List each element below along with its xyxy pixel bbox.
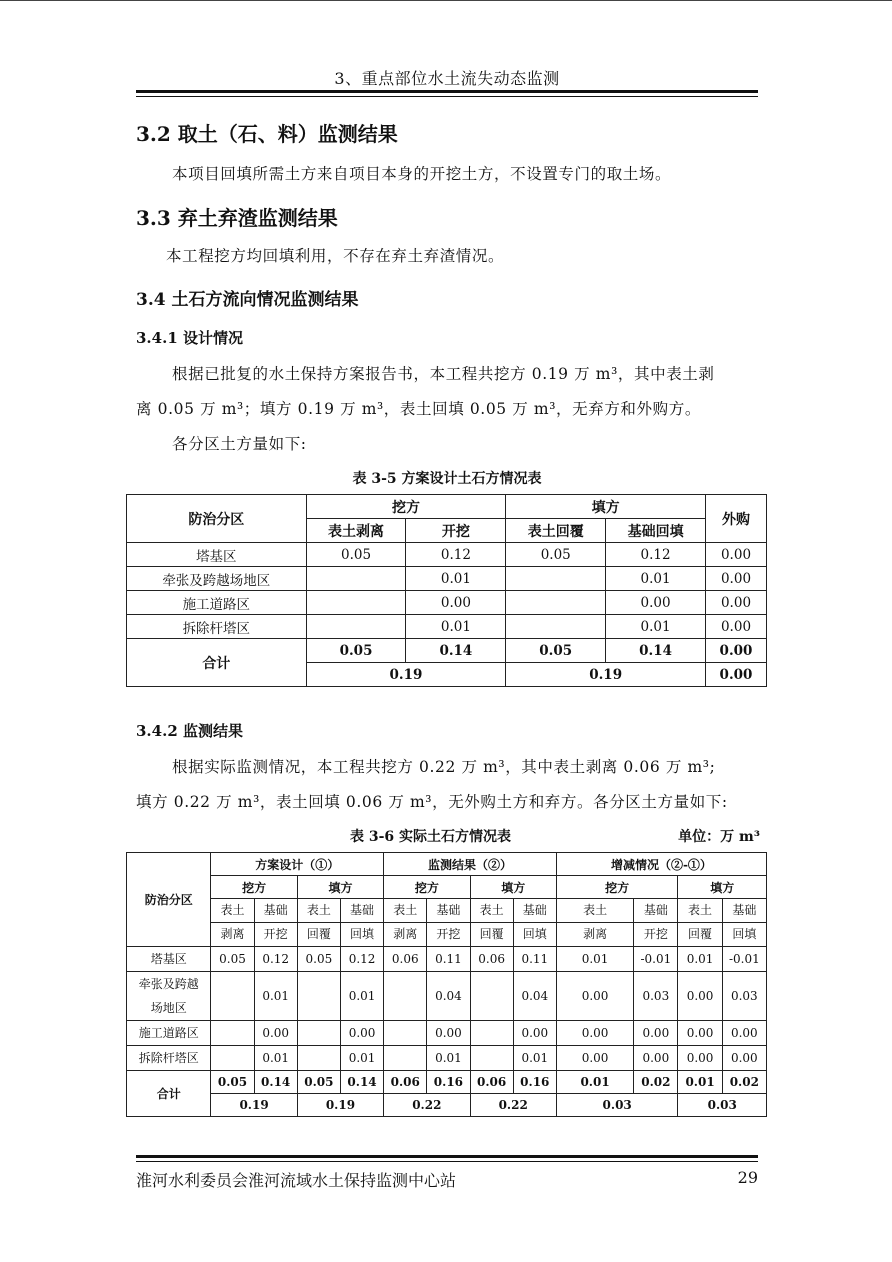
t1-header-excavate: 开挖: [406, 519, 506, 543]
section-3-4-1-line1: 根据已批复的水土保持方案报告书，本工程共挖方 0.19 万 m³，其中表土剥: [172, 365, 715, 383]
t2-cell: 0.01: [340, 972, 383, 1021]
t2-subheader-top: 基础: [722, 899, 766, 923]
t2-total-cell: 0.16: [427, 1071, 470, 1094]
t2-cell: [470, 972, 513, 1021]
t2-cell: [297, 972, 340, 1021]
table-row: [127, 1021, 767, 1046]
t2-subtotal-cell: 0.03: [556, 1094, 678, 1117]
t2-header-zone: 防治分区: [127, 853, 211, 947]
t1-cell: 0.12: [606, 543, 706, 567]
t2-total-cell: 0.02: [634, 1071, 678, 1094]
t2-cell: 0.01: [427, 1046, 470, 1071]
t2-total-cell: 0.06: [384, 1071, 427, 1094]
t2-cell: 0.12: [254, 947, 297, 972]
t2-cell: 0.05: [297, 947, 340, 972]
t2-subheader-bottom: 回填: [340, 923, 383, 947]
t2-cell: 0.00: [634, 1021, 678, 1046]
t2-header-fill: 填方: [470, 876, 556, 899]
t1-cell: 0.01: [406, 615, 506, 639]
table-row: [127, 543, 767, 567]
t2-cell: 0.00: [722, 1021, 766, 1046]
t2-subheader-top: 表土: [470, 899, 513, 923]
t2-subheader-bottom: 回填: [513, 923, 556, 947]
t1-total-cell: 0.05: [506, 639, 606, 663]
t2-subheader-top: 表土: [678, 899, 722, 923]
t2-subtotal-cell: 0.19: [211, 1094, 297, 1117]
t2-cell: 0.00: [556, 1021, 633, 1046]
t1-zone: 施工道路区: [127, 591, 307, 615]
t1-zone: 拆除杆塔区: [127, 615, 307, 639]
t2-cell: 0.00: [556, 972, 633, 1021]
page-number: 29: [737, 1168, 758, 1187]
footer-organization: 淮河水利委员会淮河流域水土保持监测中心站: [136, 1171, 457, 1190]
t1-cell: 0.00: [706, 567, 767, 591]
t1-header-dig: 挖方: [306, 495, 506, 519]
t2-subheader-bottom: 回覆: [678, 923, 722, 947]
t2-cell: 0.00: [678, 1021, 722, 1046]
section-3-4-heading: 3.4 土石方流向情况监测结果: [136, 290, 359, 310]
t1-cell: [506, 567, 606, 591]
t2-cell: 0.01: [254, 972, 297, 1021]
t2-cell: 0.06: [470, 947, 513, 972]
t2-cell: [297, 1021, 340, 1046]
running-header: 3、重点部位水土流失动态监测: [334, 69, 560, 88]
t2-total-cell: 0.05: [211, 1071, 254, 1094]
table-row-total: [127, 639, 767, 663]
t2-subheader-bottom: 回填: [722, 923, 766, 947]
table-3-5: [126, 494, 767, 687]
section-3-4-2-line1: 根据实际监测情况，本工程共挖方 0.22 万 m³，其中表土剥离 0.06 万 m³;: [172, 758, 716, 776]
table-row: [127, 972, 767, 1021]
t2-cell: -0.01: [722, 947, 766, 972]
t2-total-cell: 0.14: [340, 1071, 383, 1094]
t1-header-buy: 外购: [706, 495, 767, 543]
t1-cell: 0.01: [606, 615, 706, 639]
t2-cell: 0.00: [634, 1046, 678, 1071]
t2-subtotal-cell: 0.22: [470, 1094, 556, 1117]
t2-subheader-bottom: 开挖: [634, 923, 678, 947]
t2-cell: [470, 1021, 513, 1046]
t2-cell: 0.11: [513, 947, 556, 972]
t1-cell: 0.01: [406, 567, 506, 591]
t2-subheader-top: 基础: [634, 899, 678, 923]
t2-zone-line1: 拆除杆塔区: [138, 1051, 199, 1065]
t1-cell: 0.05: [506, 543, 606, 567]
table-row: [127, 947, 767, 972]
t2-subheader-bottom: 剥离: [384, 923, 427, 947]
t2-header-dig: 挖方: [384, 876, 470, 899]
t2-cell: 0.00: [556, 1046, 633, 1071]
t2-zone: [127, 972, 211, 1021]
t1-subtotal-buy: 0.00: [706, 663, 767, 687]
t2-cell: 0.00: [340, 1021, 383, 1046]
t2-cell: [297, 1046, 340, 1071]
table-row: [127, 1046, 767, 1071]
t2-cell: 0.11: [427, 947, 470, 972]
t2-total-cell: 0.06: [470, 1071, 513, 1094]
table-row: [127, 591, 767, 615]
t2-cell: 0.00: [254, 1021, 297, 1046]
t1-cell: [306, 591, 406, 615]
t2-subheader-bottom: 回覆: [470, 923, 513, 947]
t1-total-cell: 0.14: [606, 639, 706, 663]
t2-total-cell: 0.14: [254, 1071, 297, 1094]
table-3-5-caption: 表 3-5 方案设计土石方情况表: [352, 471, 542, 487]
t2-header-monitor: 监测结果（②）: [384, 853, 557, 876]
section-3-2-heading: 3.2 取土（石、料）监测结果: [136, 122, 398, 146]
t1-cell: [506, 615, 606, 639]
t2-cell: 0.00: [722, 1046, 766, 1071]
section-3-4-1-line3: 各分区土方量如下:: [172, 435, 307, 453]
t2-subtotal-cell: 0.19: [297, 1094, 383, 1117]
t2-zone: [127, 1046, 211, 1071]
t1-header-fill: 填方: [506, 495, 706, 519]
t1-header-base-fill: 基础回填: [606, 519, 706, 543]
table-3-6: [126, 852, 767, 1117]
t2-cell: 0.00: [513, 1021, 556, 1046]
t2-cell: [470, 1046, 513, 1071]
t2-cell: 0.00: [678, 1046, 722, 1071]
t2-cell: 0.01: [340, 1046, 383, 1071]
t1-total-cell: 0.00: [706, 639, 767, 663]
t2-cell: 0.00: [678, 972, 722, 1021]
t2-total-cell: 0.01: [556, 1071, 633, 1094]
t2-cell: 0.01: [513, 1046, 556, 1071]
t1-cell: 0.00: [706, 591, 767, 615]
t2-subheader-top: 基础: [513, 899, 556, 923]
header-rule-thick: [136, 90, 758, 93]
t1-header-topsoil-strip: 表土剥离: [306, 519, 406, 543]
t2-cell: -0.01: [634, 947, 678, 972]
t2-cell: [211, 1046, 254, 1071]
t2-cell: 0.04: [513, 972, 556, 1021]
t2-zone-line2: 场地区: [150, 1001, 187, 1015]
t1-cell: 0.01: [606, 567, 706, 591]
t2-header-plan: 方案设计（①）: [211, 853, 384, 876]
section-3-3-heading: 3.3 弃土弃渣监测结果: [136, 206, 338, 230]
t2-zone: [127, 1021, 211, 1046]
t1-total-cell: 0.05: [306, 639, 406, 663]
t2-cell: 0.05: [211, 947, 254, 972]
t1-cell: 0.00: [706, 543, 767, 567]
t2-total-label: 合计: [127, 1071, 211, 1117]
t1-zone: 牵张及跨越场地区: [127, 567, 307, 591]
footer-rule-thick: [136, 1155, 758, 1158]
t2-zone-line1: 塔基区: [150, 952, 187, 966]
t1-cell: 0.00: [706, 615, 767, 639]
t2-total-cell: 0.16: [513, 1071, 556, 1094]
t1-cell: [506, 591, 606, 615]
header-rule-thin: [136, 96, 758, 97]
t2-subheader-top: 表土: [556, 899, 633, 923]
t2-cell: [211, 1021, 254, 1046]
t2-subheader-bottom: 剥离: [556, 923, 633, 947]
t2-subheader-bottom: 回覆: [297, 923, 340, 947]
t1-zone: 塔基区: [127, 543, 307, 567]
t2-total-cell: 0.02: [722, 1071, 766, 1094]
section-3-2-text: 本项目回填所需土方来自项目本身的开挖土方，不设置专门的取土场。: [172, 165, 672, 183]
t2-cell: 0.12: [340, 947, 383, 972]
t2-subheader-top: 表土: [384, 899, 427, 923]
table-3-6-caption: 表 3-6 实际土石方情况表: [350, 829, 512, 845]
t2-cell: 0.03: [634, 972, 678, 1021]
t1-header-topsoil-back: 表土回覆: [506, 519, 606, 543]
t2-cell: [211, 972, 254, 1021]
t2-subheader-bottom: 剥离: [211, 923, 254, 947]
t1-cell: [306, 615, 406, 639]
t1-subtotal-dig: 0.19: [306, 663, 506, 687]
table-row-total: [127, 1071, 767, 1094]
t2-header-dig: 挖方: [556, 876, 678, 899]
t2-total-cell: 0.05: [297, 1071, 340, 1094]
t1-cell: 0.05: [306, 543, 406, 567]
t2-cell: 0.01: [678, 947, 722, 972]
t2-cell: 0.06: [384, 947, 427, 972]
t2-cell: [384, 1046, 427, 1071]
section-3-3-text: 本工程挖方均回填利用，不存在弃土弃渣情况。: [166, 247, 505, 265]
table-row: [127, 567, 767, 591]
t2-cell: 0.03: [722, 972, 766, 1021]
t1-cell: 0.00: [606, 591, 706, 615]
t1-total-label: 合计: [127, 639, 307, 687]
t2-subheader-top: 表土: [211, 899, 254, 923]
table-row-subtotal: [127, 1094, 767, 1117]
table-row: [127, 615, 767, 639]
t2-subtotal-cell: 0.03: [678, 1094, 767, 1117]
t1-header-zone: 防治分区: [127, 495, 307, 543]
t1-total-cell: 0.14: [406, 639, 506, 663]
t2-zone: [127, 947, 211, 972]
section-3-4-2-line2: 填方 0.22 万 m³，表土回填 0.06 万 m³，无外购土方和弃方。各分区土方量如下:: [136, 793, 728, 811]
t2-header-fill: 填方: [678, 876, 767, 899]
t2-zone-line1: 牵张及跨越: [138, 977, 199, 991]
t1-cell: 0.00: [406, 591, 506, 615]
t2-cell: 0.01: [254, 1046, 297, 1071]
t2-header-change: 增减情况（②-①）: [556, 853, 766, 876]
section-3-4-1-line2: 离 0.05 万 m³；填方 0.19 万 m³，表土回填 0.05 万 m³，无弃方和外购方。: [136, 400, 701, 418]
t2-cell: [384, 972, 427, 1021]
t2-total-cell: 0.01: [678, 1071, 722, 1094]
t1-cell: [306, 567, 406, 591]
t2-cell: 0.00: [427, 1021, 470, 1046]
t2-zone-line1: 施工道路区: [138, 1026, 199, 1040]
section-3-4-2-heading: 3.4.2 监测结果: [136, 722, 243, 740]
t2-subheader-top: 表土: [297, 899, 340, 923]
t1-subtotal-fill: 0.19: [506, 663, 706, 687]
top-edge-line: [0, 0, 892, 1]
table-3-6-unit: 单位：万 m³: [678, 829, 760, 845]
t2-header-fill: 填方: [297, 876, 383, 899]
t2-cell: 0.04: [427, 972, 470, 1021]
footer-rule-thin: [136, 1161, 758, 1162]
t2-subheader-bottom: 开挖: [254, 923, 297, 947]
t2-subheader-top: 基础: [254, 899, 297, 923]
section-3-4-1-heading: 3.4.1 设计情况: [136, 329, 243, 347]
t2-subheader-bottom: 开挖: [427, 923, 470, 947]
t2-header-dig: 挖方: [211, 876, 297, 899]
t2-subheader-top: 基础: [427, 899, 470, 923]
t2-subtotal-cell: 0.22: [384, 1094, 470, 1117]
t2-subheader-top: 基础: [340, 899, 383, 923]
t1-cell: 0.12: [406, 543, 506, 567]
t2-cell: [384, 1021, 427, 1046]
t2-cell: 0.01: [556, 947, 633, 972]
